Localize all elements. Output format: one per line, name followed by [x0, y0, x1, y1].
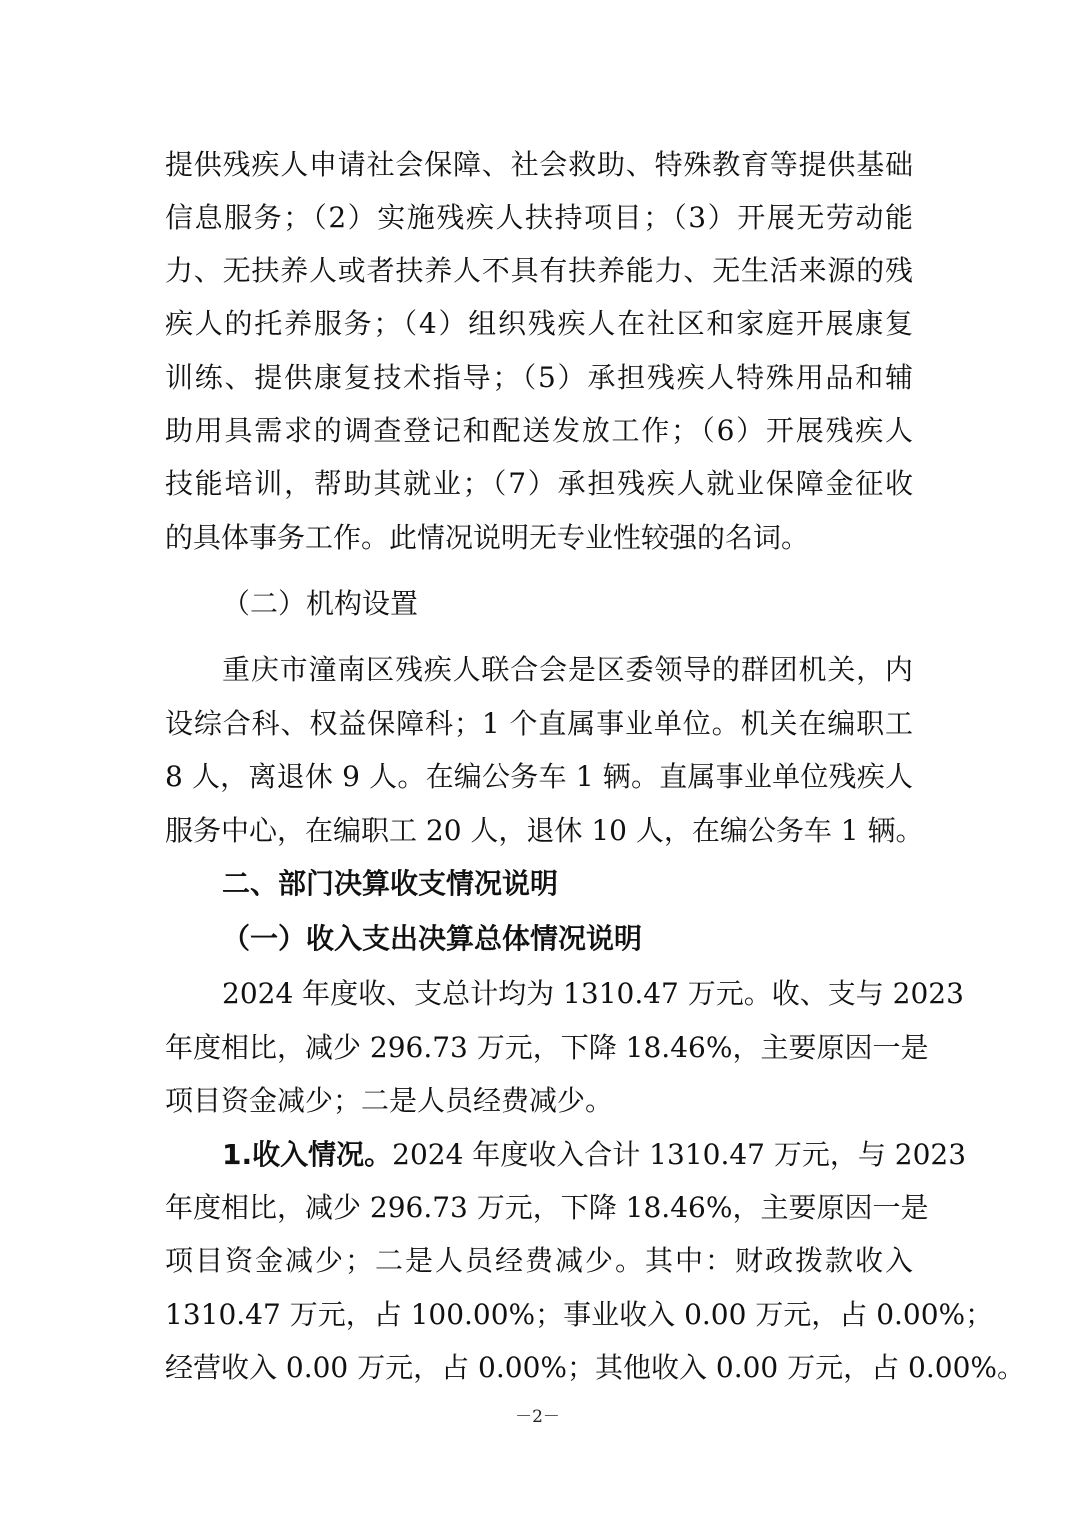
paragraph-line: 的具体事务工作。此情况说明无专业性较强的名词。 [165, 521, 810, 554]
paragraph-line: 项目资金减少；二是人员经费减少。 [165, 1084, 614, 1117]
paragraph-line: 训练、提供康复技术指导；（5）承担残疾人特殊用品和辅 [165, 361, 913, 394]
paragraph-line: 经营收入 0.00 万元，占 0.00%；其他收入 0.00 万元，占 0.00%。 [165, 1351, 1025, 1384]
paragraph-line: 8 人，离退休 9 人。在编公务车 1 辆。直属事业单位残疾人 [165, 760, 913, 793]
paragraph-line: 年度相比，减少 296.73 万元，下降 18.46%，主要原因一是 [165, 1031, 929, 1064]
paragraph-line: 力、无扶养人或者扶养人不具有扶养能力、无生活来源的残 [165, 254, 913, 287]
paragraph-line: 项目资金减少；二是人员经费减少。其中：财政拨款收入 [165, 1244, 913, 1277]
paragraph-line: 重庆市潼南区残疾人联合会是区委领导的群团机关，内 [222, 653, 913, 686]
page-number: －2－ [515, 1407, 560, 1427]
paragraph-line [222, 1135, 967, 1175]
paragraph-line: 年度相比，减少 296.73 万元，下降 18.46%，主要原因一是 [165, 1191, 929, 1224]
paragraph-line: 1310.47 万元，占 100.00%；事业收入 0.00 万元，占 0.00%； [165, 1298, 994, 1331]
section-subheading: （二）机构设置 [222, 587, 419, 620]
paragraph-line: 疾人的托养服务；（4）组织残疾人在社区和家庭开展康复 [165, 307, 913, 340]
section-subheading: （一）收入支出决算总体情况说明 [222, 922, 643, 955]
paragraph-line: 服务中心，在编职工 20 人，退休 10 人，在编公务车 1 辆。 [165, 814, 924, 847]
paragraph-line: 技能培训，帮助其就业；（7）承担残疾人就业保障金征收 [165, 467, 913, 500]
paragraph-lead: 1.收入情况。 [222, 1138, 393, 1171]
paragraph-line: 助用具需求的调查登记和配送发放工作；（6）开展残疾人 [165, 414, 913, 447]
paragraph-line: 提供残疾人申请社会保障、社会救助、特殊教育等提供基础 [165, 148, 913, 181]
section-heading: 二、部门决算收支情况说明 [222, 867, 559, 900]
paragraph-line: 信息服务；（2）实施残疾人扶持项目；（3）开展无劳动能 [165, 201, 913, 234]
paragraph-text: 2024 年度收入合计 1310.47 万元，与 2023 [392, 1138, 967, 1171]
paragraph-line: 设综合科、权益保障科；1 个直属事业单位。机关在编职工 [165, 707, 913, 740]
paragraph-line: 2024 年度收、支总计均为 1310.47 万元。收、支与 2023 [222, 977, 964, 1010]
